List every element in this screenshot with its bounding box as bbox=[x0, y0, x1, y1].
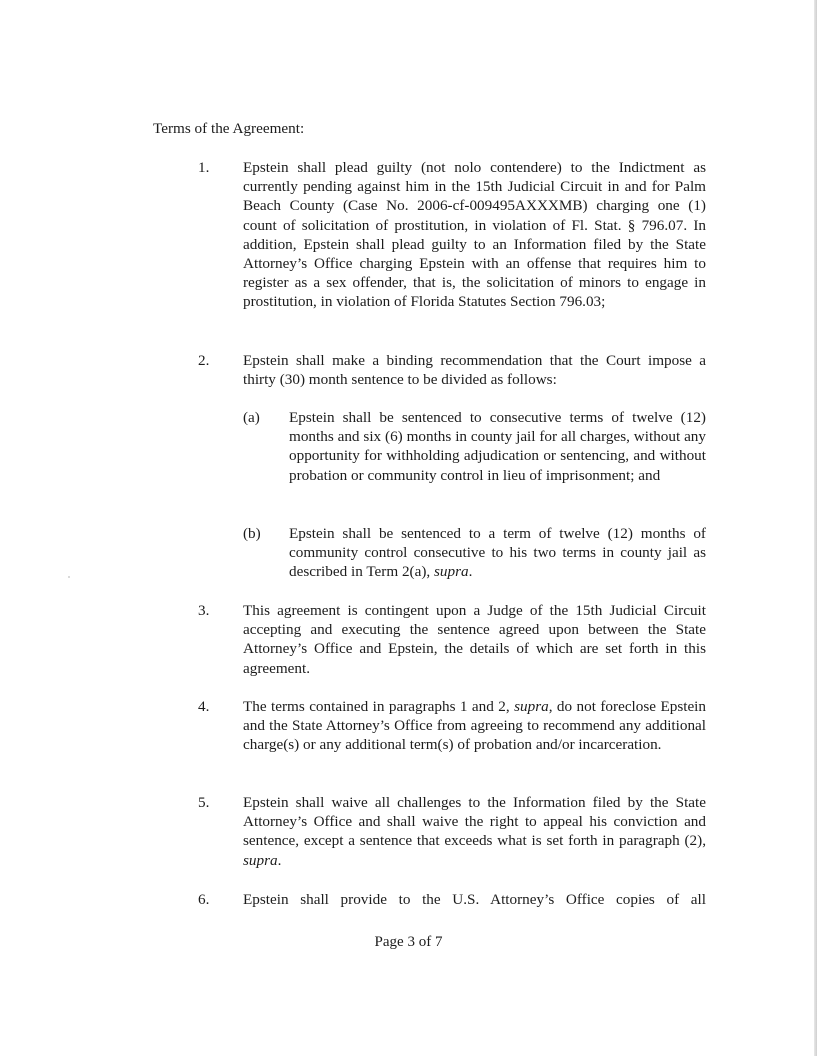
term-number: 5. bbox=[198, 794, 210, 811]
term-text: Epstein shall provide to the U.S. Attorney’s Office copies of all bbox=[243, 891, 706, 908]
subitem-label: (a) bbox=[243, 409, 260, 426]
section-heading: Terms of the Agreement: bbox=[153, 120, 305, 137]
subitem-text: Epstein shall be sentenced to consecutive terms of twelve (12) months and six (6) months in county jail for all charges, without any opportunity for withholding adjudication or sentencing, and without probation or community control in lieu of imprisonment; and bbox=[289, 409, 706, 484]
term-item-2 bbox=[198, 351, 706, 389]
term-item-6 bbox=[198, 890, 706, 909]
term-item-1 bbox=[198, 158, 706, 312]
term-number: 6. bbox=[198, 891, 210, 908]
term-subitem-b bbox=[243, 524, 706, 582]
subitem-text: Epstein shall be sentenced to a term of twelve (12) months of community control consecutive to his two terms in county jail as described in Term 2(a), supra. bbox=[289, 525, 706, 581]
term-number: 3. bbox=[198, 602, 210, 619]
scan-speck bbox=[68, 576, 70, 578]
term-item-3 bbox=[198, 601, 706, 678]
subitem-label: (b) bbox=[243, 525, 261, 542]
term-text: This agreement is contingent upon a Judge of the 15th Judicial Circuit accepting and executing the sentence agreed upon between the State Attorney’s Office and Epstein, the details of which are set forth in this agreement. bbox=[243, 602, 706, 677]
term-item-4 bbox=[198, 697, 706, 755]
term-item-5 bbox=[198, 793, 706, 870]
term-number: 2. bbox=[198, 352, 210, 369]
term-number: 4. bbox=[198, 698, 210, 715]
term-text: Epstein shall waive all challenges to the Information filed by the State Attorney’s Office and shall waive the right to appeal his conviction and sentence, except a sentence that exceeds what is set forth in paragraph (2), supra. bbox=[243, 794, 706, 869]
term-subitem-a bbox=[243, 408, 706, 485]
term-text: Epstein shall make a binding recommendation that the Court impose a thirty (30) month sentence to be divided as follows: bbox=[243, 352, 706, 389]
term-text: Epstein shall plead guilty (not nolo contendere) to the Indictment as currently pending against him in the 15th Judicial Circuit in and for Palm Beach County (Case No. 2006-cf-009495AXXXMB) charging one (1) count of solicitation of prostitution, in violation of Fl. Stat. § 796.07. In addition, Epstein shall plead guilty to an Information filed by the State Attorney’s Office charging Epstein with an offense that requires him to register as a sex offender, that is, the solicitation of minors to engage in prostitution, in violation of Florida Statutes Section 796.03; bbox=[243, 159, 706, 311]
term-number: 1. bbox=[198, 159, 210, 176]
term-text: The terms contained in paragraphs 1 and 2, supra, do not foreclose Epstein and the State Attorney’s Office from agreeing to recommend any additional charge(s) or any additional term(s) of probation and/or incarceration. bbox=[243, 698, 706, 754]
page-number: Page 3 of 7 bbox=[374, 934, 443, 950]
